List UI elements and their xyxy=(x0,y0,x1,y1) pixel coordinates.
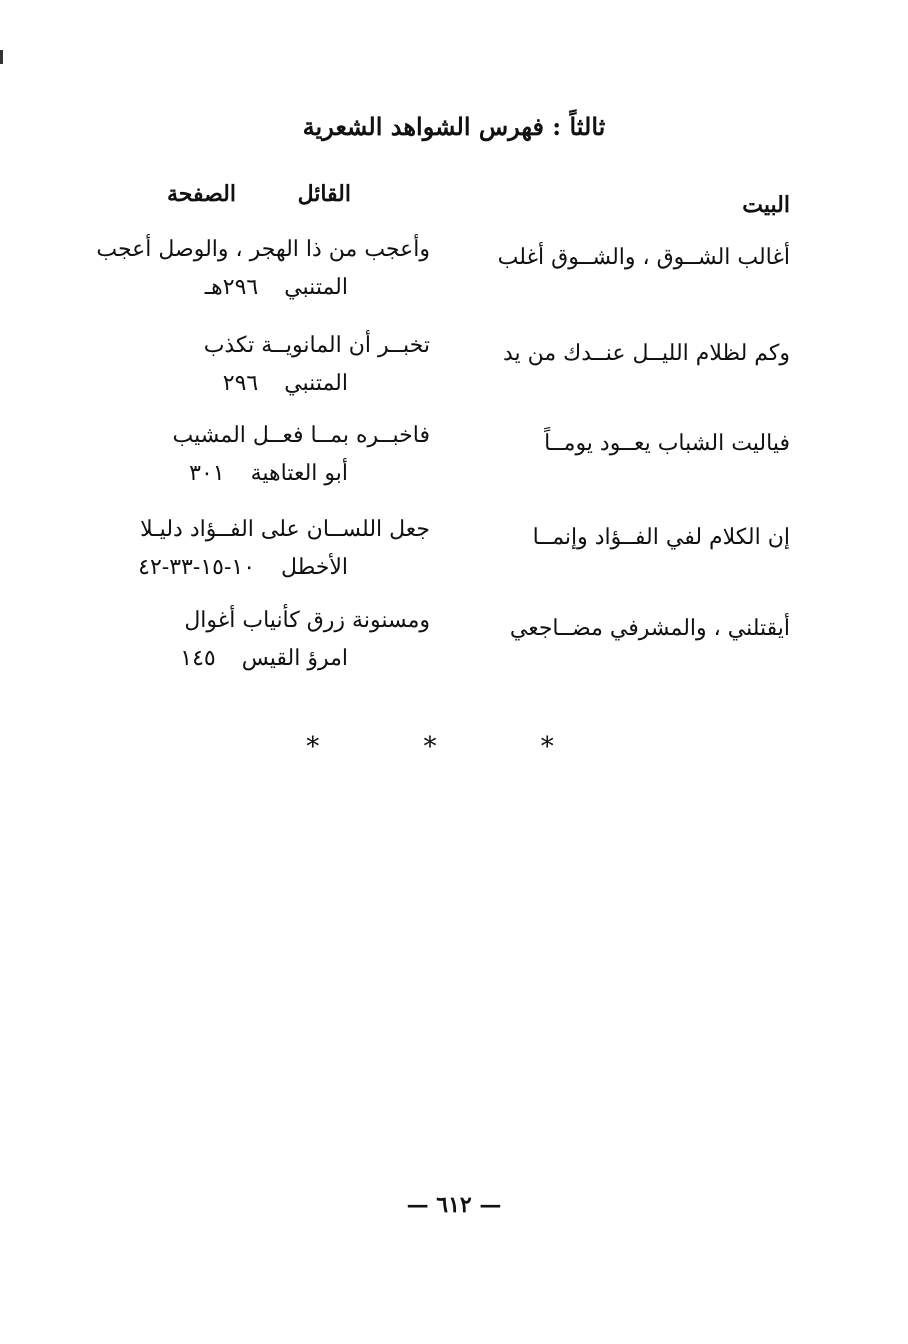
verse-first-hemistich: إن الكلام لفي الفــؤاد وإنمــا xyxy=(532,525,790,550)
poet-name: المتنبي xyxy=(284,371,348,396)
index-entry xyxy=(0,333,908,423)
verse-second-hemistich: جعل اللســان على الفــؤاد دليـلا xyxy=(140,517,430,542)
page-ref: ١٤٥ xyxy=(180,646,216,671)
page-ref: ١٠-١٥-٣٣-٤٢ xyxy=(138,555,256,580)
poet-name: أبو العتاهية xyxy=(250,461,348,486)
verse-second-hemistich: وأعجب من ذا الهجر ، والوصل أعجب xyxy=(96,237,430,262)
verse-reference xyxy=(205,275,348,300)
verse-first-hemistich: وكم لظلام الليــل عنــدك من يد xyxy=(502,341,790,366)
verse-second-hemistich: فاخبــره بمــا فعــل المشيب xyxy=(172,423,430,448)
verse-reference xyxy=(180,646,348,671)
verse-reference xyxy=(138,555,348,580)
index-entry xyxy=(0,608,908,698)
page-title: ثالثاً : فهرس الشواهد الشعرية xyxy=(302,112,606,141)
page-ref: ٣٠١ xyxy=(189,461,225,486)
poet-name: الأخطل xyxy=(281,555,348,580)
verse-first-hemistich: أيقتلني ، والمشرفي مضــاجعي xyxy=(509,616,790,641)
verse-reference xyxy=(223,371,348,396)
index-entry xyxy=(0,423,908,513)
page-ref: ٢٩٦هـ xyxy=(204,275,259,300)
header-page: الصفحة xyxy=(166,181,236,207)
header-poet: القائل xyxy=(297,181,351,207)
page-number: — ٦١٢ — xyxy=(406,1192,502,1218)
poet-name: المتنبي xyxy=(284,275,348,300)
page-ref: ٢٩٦ xyxy=(222,371,259,396)
verse-second-hemistich: تخبــر أن المانويــة تكذب xyxy=(203,333,430,358)
verse-first-hemistich: فياليت الشباب يعــود يومــاً xyxy=(544,431,790,456)
poet-name: امرؤ القيس xyxy=(241,646,348,671)
header-verse: البيت xyxy=(742,192,790,218)
index-entry xyxy=(0,237,908,327)
section-separator: * * * xyxy=(306,732,602,762)
verse-reference xyxy=(189,461,348,486)
verse-second-hemistich: ومسنونة زرق كأنياب أغوال xyxy=(184,608,430,633)
verse-first-hemistich: أغالب الشــوق ، والشــوق أغلب xyxy=(497,245,790,270)
margin-mark xyxy=(0,50,3,64)
index-entry xyxy=(0,517,908,607)
